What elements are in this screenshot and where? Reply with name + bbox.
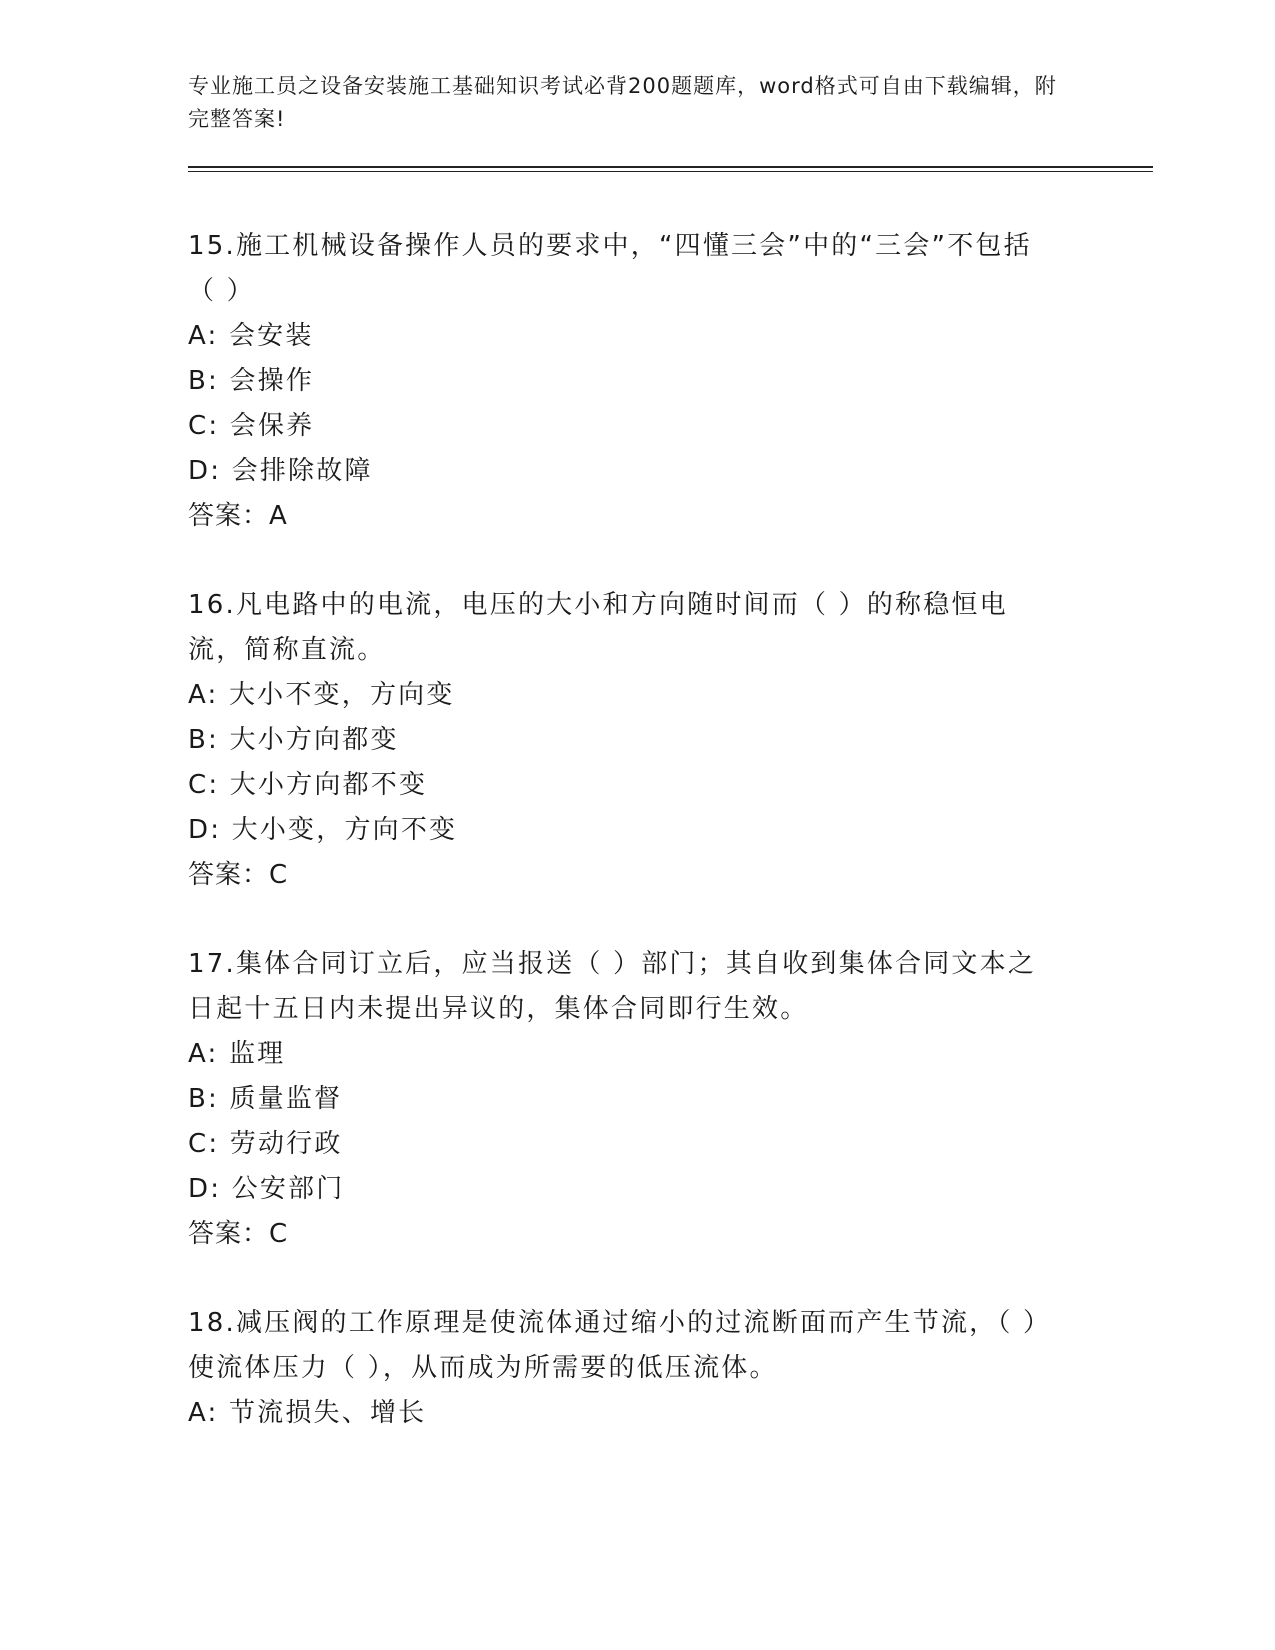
option-c: C: 会保养	[188, 411, 315, 441]
header-rule-thick	[188, 166, 1153, 168]
option-b: B: 质量监督	[188, 1084, 343, 1114]
option-a: A: 会安装	[188, 321, 314, 351]
option-a: A: 大小不变，方向变	[188, 680, 455, 710]
option-d: D: 会排除故障	[188, 456, 373, 486]
answer: 答案：A	[188, 501, 288, 531]
question-17	[188, 942, 1148, 1257]
question-stem: 16.凡电路中的电流，电压的大小和方向随时间而（ ）的称稳恒电流，简称直流。	[188, 590, 1008, 665]
option-c: C: 劳动行政	[188, 1129, 343, 1159]
document-header: 专业施工员之设备安装施工基础知识考试必背200题题库，word格式可自由下载编辑，附完整答案!	[188, 74, 1057, 131]
option-c: C: 大小方向都不变	[188, 770, 428, 800]
question-18	[188, 1301, 1148, 1436]
option-d: D: 公安部门	[188, 1174, 345, 1204]
option-d: D: 大小变，方向不变	[188, 815, 458, 845]
question-15	[188, 224, 1148, 539]
option-a: A: 节流损失、增长	[188, 1398, 427, 1428]
header-rule-thin	[188, 171, 1153, 172]
question-16	[188, 583, 1148, 898]
question-stem: 18.减压阀的工作原理是使流体通过缩小的过流断面而产生节流，（ ）使流体压力（ ），从而成为所需要的低压流体。	[188, 1308, 1052, 1383]
option-a: A: 监理	[188, 1039, 286, 1069]
option-b: B: 大小方向都变	[188, 725, 399, 755]
answer: 答案：C	[188, 1219, 289, 1249]
document-page	[188, 70, 1148, 1436]
answer: 答案：C	[188, 860, 289, 890]
question-stem: 17.集体合同订立后，应当报送（ ）部门；其自收到集体合同文本之日起十五日内未提出异议的，集体合同即行生效。	[188, 949, 1037, 1024]
option-b: B: 会操作	[188, 366, 315, 396]
question-stem: 15.施工机械设备操作人员的要求中，“四懂三会”中的“三会”不包括（ ）	[188, 231, 1032, 306]
